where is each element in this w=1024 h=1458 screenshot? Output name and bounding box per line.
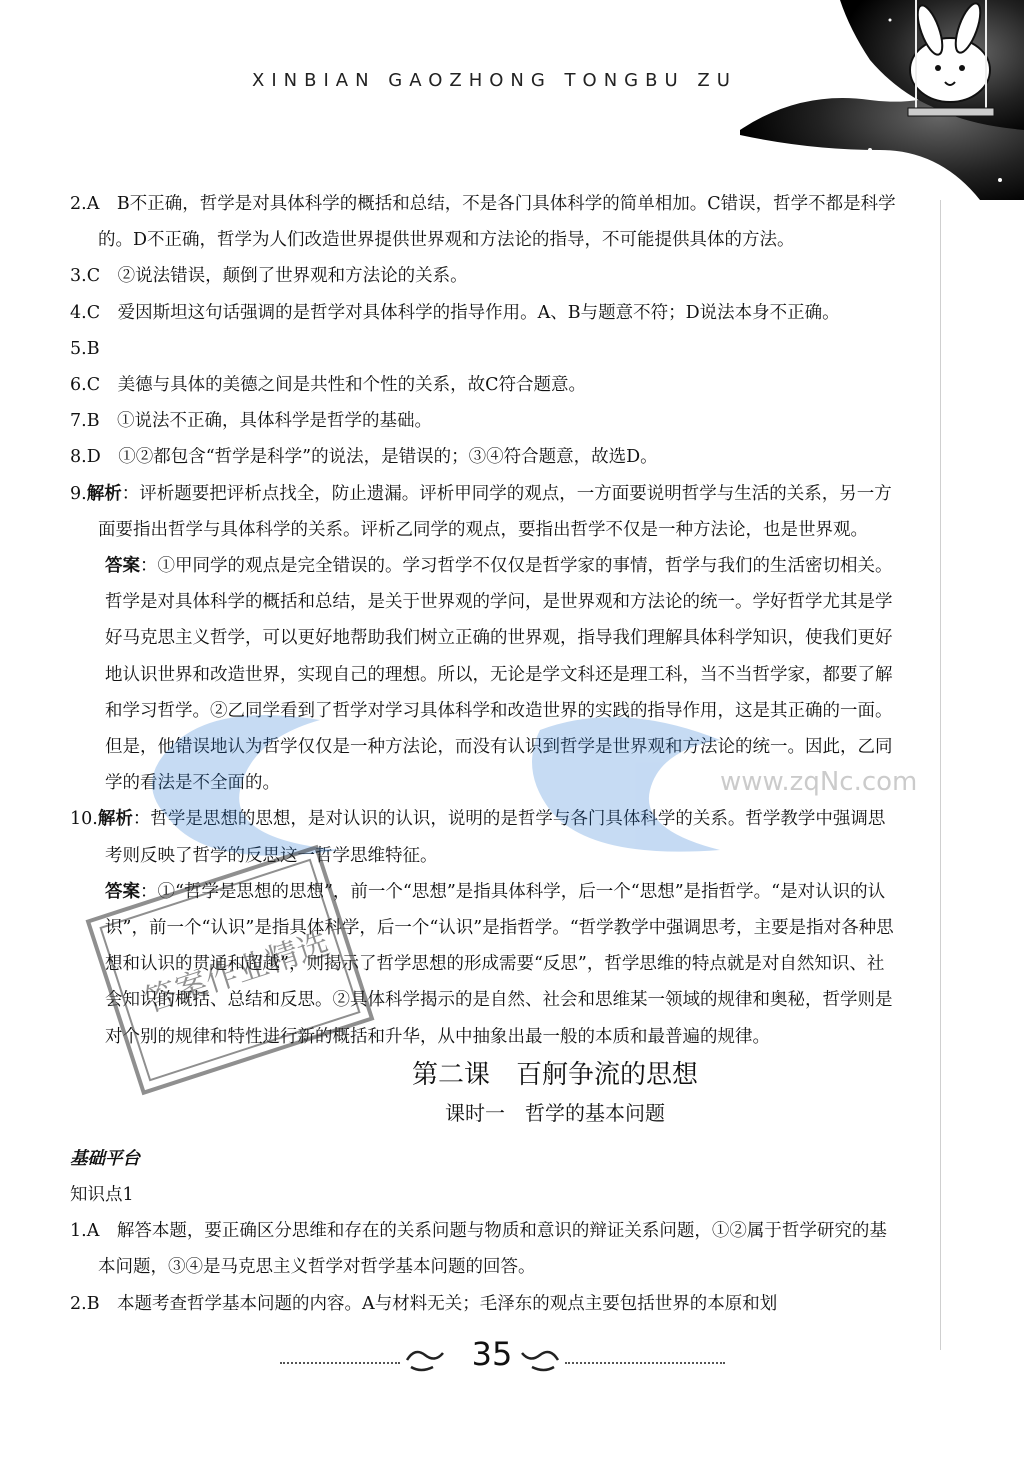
answer-item: 5.B [70,338,100,359]
running-header: XINBIAN GAOZHONG TONGBU ZU [252,70,737,91]
answer-item: 8.D ①②都包含“哲学是科学”的说法，是错误的；③④符合题意，故选D。 [70,447,658,468]
question-number: 9. [70,483,87,504]
lesson-subtitle: 课时一 哲学的基本问题 [445,1100,665,1125]
stamp [80,820,380,1120]
footer-ornament-right-icon [520,1345,560,1375]
footer-ornament-left-icon [405,1345,445,1375]
footer-dotted-line-left [280,1362,400,1366]
question-number: 10. [70,809,98,830]
answer-text [70,186,900,1322]
analysis-label: 解析 [97,809,133,830]
answer-label: 答案 [105,881,140,902]
answer-item: 7.B ①说法不正确，具体科学是哲学的基础。 [70,411,433,432]
section-label: 基础平台 [70,1148,140,1169]
answer-label: 答案 [105,556,140,577]
watermark-url: www.zqNc.com [720,767,918,797]
lesson-title: 第二课 百舸争流的思想 [411,1059,698,1090]
answer-item: 2.A B不正确，哲学是对具体科学的概括和总结，不是各门具体科学的简单相加。C错误，哲学不都是科学的。D不正确，哲学为人们改造世界提供世界观和方法论的指导，不可能提供具体的方法。 [70,194,896,251]
margin-rule [940,200,941,1350]
answer-item: 1.A 解答本题，要正确区分思维和存在的关系问题与物质和意识的辩证关系问题，①②属于哲学研究的基本问题，③④是马克思主义哲学对哲学基本问题的回答。 [70,1221,887,1278]
stamp-text: 答案作业精选 [139,924,335,1020]
footer-dotted-line-right [565,1362,725,1366]
question-9-analysis [70,476,900,548]
analysis-label: 解析 [86,483,122,504]
answer-text: ：①甲同学的观点是完全错误的。学习哲学不仅仅是哲学家的事情，哲学与我们的生活密切相关。哲学是对具体科学的概括和总结，是关于世界观的学问，是世界观和方法论的统一。学好哲学尤其是学好马克思主义哲学，可以更好地帮助我们树立正确的世界观，指导我们理解具体科学知识，使我们更好地认识世界和改造世界，实现自己的理想。所以，无论是学文科还是理工科，当不当哲学家，都要了解和学习哲学。②乙同学看到了哲学对学习具体科学和改造世界的实践的指导作用，这是其正确的一面。但是，他错误地认为哲学仅仅是一种方法论，而没有认识到哲学是世界观和方法论的统一。因此，乙同学的看法是不全面的。 [105,556,893,794]
question-9-answer [70,548,900,801]
analysis-text: ：哲学是思想的思想，是对认识的认识，说明的是哲学与各门具体科学的关系。哲学教学中强调思考则反映了哲学的反思这一哲学思维特征。 [105,809,886,866]
page-number: 35 [471,1335,513,1373]
answer-item: 4.C 爱因斯坦这句话强调的是哲学对具体科学的指导作用。A、B与题意不符；D说法本身不正确。 [70,302,840,323]
rabbit-swing-illustration [740,0,1024,200]
answer-item: 2.B 本题考查哲学基本问题的内容。A与材料无关；毛泽东的观点主要包括世界的本原和划 [70,1293,778,1314]
analysis-text: ：评析题要把评析点找全，防止遗漏。评析甲同学的观点，一方面要说明哲学与生活的关系，另一方面要指出哲学与具体科学的关系。评析乙同学的观点，要指出哲学不仅是一种方法论，也是世界观。 [98,483,892,540]
answer-text: ：①“哲学是思想的思想”，前一个“思想”是指具体科学，后一个“思想”是指哲学。“是对认识的认识”，前一个“认识”是指具体科学，后一个“认识”是指哲学。“哲学教学中强调思考，主要是指对各种思想和认识的贯通和超越”，则揭示了哲学思想的形成需要“反思”，哲学思维的特点就是对自然知识、社会知识的概括、总结和反思。②具体科学揭示的是自然、社会和思维某一领域的规律和奥秘，哲学则是对个别的规律和特性进行新的概括和升华，从中抽象出最一般的本质和最普遍的规律。 [105,881,894,1047]
answer-item: 6.C 美德与具体的美德之间是共性和个性的关系，故C符合题意。 [70,375,586,396]
answer-item: 3.C ②说法错误，颠倒了世界观和方法论的关系。 [70,266,468,287]
knowledge-point-label: 知识点1 [70,1185,134,1206]
